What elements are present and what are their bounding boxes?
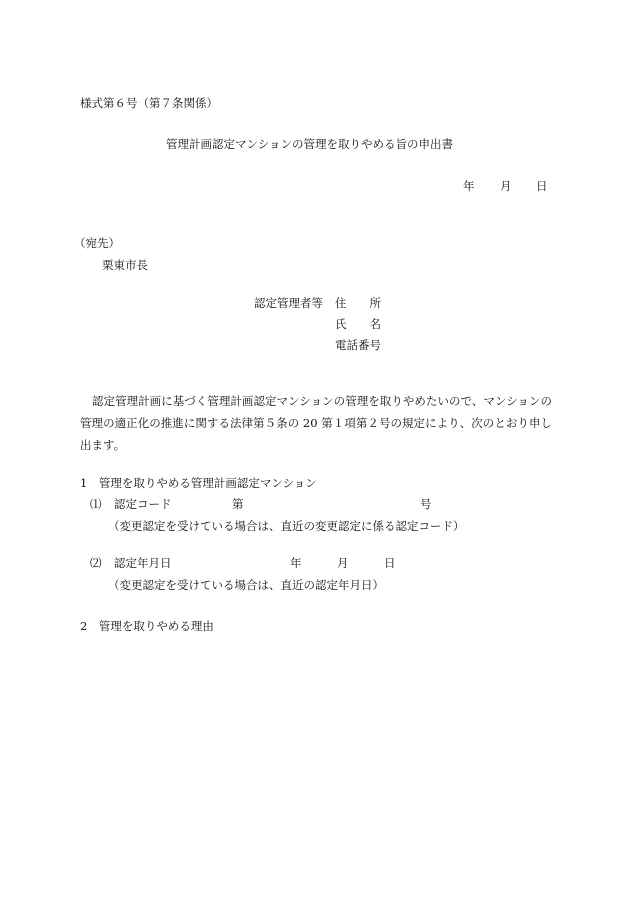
section1-heading: 1 管理を取りやめる管理計画認定マンション xyxy=(80,476,317,490)
phone-label: 電話番号 xyxy=(335,338,381,352)
item2-label: 認定年月日 xyxy=(114,556,172,570)
form-number: 様式第６号（第７条関係） xyxy=(80,96,218,110)
address-label: 住 所 xyxy=(335,296,381,310)
body-paragraph: 認定管理計画に基づく管理計画認定マンションの管理を取りやめたいので、マンションの管理の適正化の推進に関する法律第５条の 20 第１項第２号の規定により、次のとおり申し出ます。 xyxy=(80,394,552,452)
item2-day: 日 xyxy=(384,556,396,570)
item1-number: ⑴ xyxy=(90,497,102,511)
item1-label: 認定コード xyxy=(114,497,172,511)
section2-heading: 2 管理を取りやめる理由 xyxy=(80,619,214,633)
applicant-label: 認定管理者等 xyxy=(254,296,323,310)
name-label: 氏 名 xyxy=(335,317,381,331)
item1-suffix: 号 xyxy=(420,497,432,511)
item1-prefix: 第 xyxy=(232,497,244,511)
date-month: 月 xyxy=(500,179,512,193)
addressee-label: （宛先） xyxy=(74,236,120,250)
item2-month: 月 xyxy=(337,556,349,570)
addressee-name: 栗東市長 xyxy=(102,258,148,272)
date-day: 日 xyxy=(536,179,548,193)
item1-note: （変更認定を受けている場合は、直近の変更認定に係る認定コード） xyxy=(108,519,465,533)
date-year: 年 xyxy=(463,179,475,193)
item2-year: 年 xyxy=(290,556,302,570)
item2-number: ⑵ xyxy=(90,556,102,570)
page-title: 管理計画認定マンションの管理を取りやめる旨の申出書 xyxy=(166,137,453,151)
item2-note: （変更認定を受けている場合は、直近の認定年月日） xyxy=(108,578,384,592)
